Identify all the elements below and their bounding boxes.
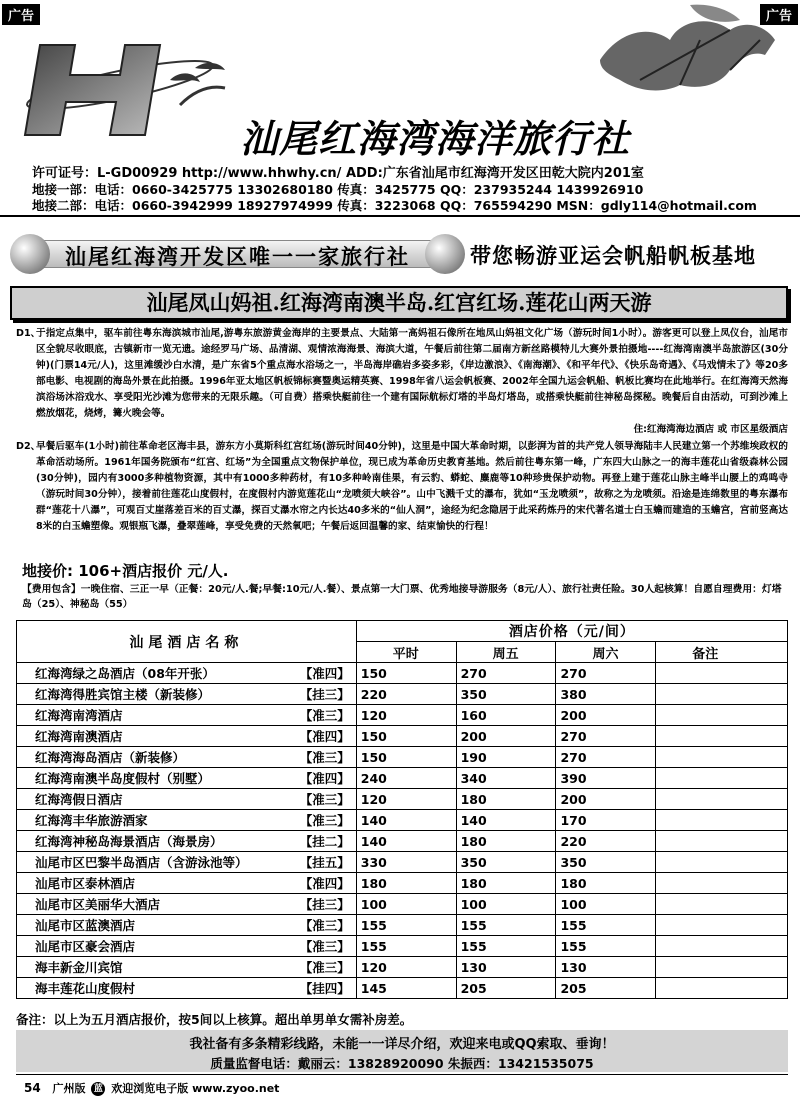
sphere-icon	[10, 234, 50, 274]
hotel-name-cell	[17, 810, 357, 831]
hotel-name: 汕尾市区蓝澳酒店	[35, 918, 136, 933]
note-header: 备注	[656, 642, 788, 663]
branch2-line: 地接二部：电话：0660-3942999 18927974999 传真：3223068 QQ：765594290 MSN：gdly114@hotmail.com	[32, 198, 757, 213]
price-line: 地接价: 106+酒店报价 元/人.	[22, 562, 229, 580]
hotel-name-cell	[17, 768, 357, 789]
saturday-price: 180	[556, 873, 656, 894]
sphere-icon	[425, 234, 465, 274]
weekday-price: 155	[356, 936, 456, 957]
friday-price: 205	[456, 978, 556, 999]
saturday-price: 270	[556, 726, 656, 747]
hotel-grade: 【准三】	[299, 939, 350, 954]
company-title: 汕尾红海湾海洋旅行社	[240, 116, 631, 161]
day1-stay: 住:红海湾海边酒店 或 市区星级酒店	[633, 424, 788, 435]
hotel-name: 红海湾绿之岛酒店（08年开张）	[35, 666, 215, 681]
contact-box	[16, 1030, 788, 1072]
note-cell	[656, 810, 788, 831]
company-logo-icon	[20, 30, 250, 140]
hotel-name: 汕尾市区豪会酒店	[35, 939, 136, 954]
ad-tag-left: 广告	[2, 4, 40, 25]
friday-price: 100	[456, 894, 556, 915]
hotel-grade: 【准四】	[299, 666, 350, 681]
weekday-header: 平时	[356, 642, 456, 663]
hotel-grade: 【准三】	[299, 792, 350, 807]
note-cell	[656, 726, 788, 747]
hotel-name: 红海湾海岛酒店（新装修）	[35, 750, 186, 765]
table-row	[17, 663, 788, 684]
hotel-grade: 【挂三】	[299, 687, 350, 702]
weekday-price: 150	[356, 663, 456, 684]
table-row	[17, 726, 788, 747]
saturday-price: 170	[556, 810, 656, 831]
header	[0, 0, 800, 216]
table-row	[17, 831, 788, 852]
itinerary-day2	[16, 439, 788, 535]
page-number: 54	[24, 1081, 41, 1095]
maple-leaf-icon	[580, 0, 780, 110]
friday-price: 270	[456, 663, 556, 684]
friday-header: 周五	[456, 642, 556, 663]
hotel-grade: 【挂四】	[299, 981, 350, 996]
price-group-header: 酒店价格（元/间）	[356, 621, 787, 642]
hotel-name-cell	[17, 915, 357, 936]
hotel-grade: 【准三】	[299, 918, 350, 933]
ad-tag-right: 广告	[760, 4, 798, 25]
hotel-name-cell	[17, 663, 357, 684]
note-cell	[656, 705, 788, 726]
note-cell	[656, 831, 788, 852]
hotel-name-header: 汕尾酒店名称	[17, 621, 357, 663]
header-divider	[0, 215, 800, 217]
friday-price: 180	[456, 873, 556, 894]
hotel-name-cell	[17, 936, 357, 957]
note-cell	[656, 684, 788, 705]
page-footer	[24, 1080, 279, 1096]
hotel-name: 红海湾丰华旅游酒家	[35, 813, 148, 828]
hotel-name: 红海湾神秘岛海景酒店（海景房）	[35, 834, 223, 849]
note-cell	[656, 768, 788, 789]
hotel-name: 汕尾市区泰林酒店	[35, 876, 136, 891]
note-cell	[656, 747, 788, 768]
saturday-price: 200	[556, 789, 656, 810]
weekday-price: 100	[356, 894, 456, 915]
hotel-name-cell	[17, 894, 357, 915]
day2-text: 早餐后驱车(1小时)前往革命老区海丰县，游东方小莫斯科红宫红场(游玩时间40分钟)，这里是中国大革命时期，以彭湃为首的共产党人领导海陆丰人民建立第一个苏维埃政权的革命活动场所。1961年国务院颁布“红宫、红场”为全国重点文物保护单位，现已成为革命历史教育基地。然后前往粤东第一峰，广东四大山脉之一的海丰莲花山省级森林公园(30分钟)，园内有3000多种植物资源，其中有1000多种药材，有10多种岭南佳果，有云豹、蟒蛇、麋鹿等10种珍贵保护动物。再登上建于莲花山脉主峰半山腰上的鸡鸣寺（游玩时间30分钟），接着前往莲花山度假村，在度假村内游览莲花山“龙喷须大峡谷”。山中飞溅千丈的瀑布，犹如“玉龙喷须”，故称之为龙喷须。沿途是连绵数里的粤东瀑布群“莲花十八瀑”，可观百丈崖落差百米的百丈瀑，探百丈瀑水帘之内长达40多米的“仙人洞”，途经为纪念隐居于此采药炼丹的宋代著名道士白玉蟾而建造的玉蟾宫，宫前竖高达8米的白玉蟾塑像。观银瓶飞瀑，叠翠莲峰，享受免费的天然氧吧；午餐后返回温馨的家、结束愉快的行程！	[36, 441, 788, 532]
contact-line2: 质量监督电话：戴丽云：13828920090 朱振西：13421535075	[210, 1056, 594, 1071]
hotel-grade: 【准三】	[299, 708, 350, 723]
friday-price: 350	[456, 852, 556, 873]
edition-badge: 蓝	[91, 1082, 105, 1096]
weekday-price: 330	[356, 852, 456, 873]
table-row	[17, 768, 788, 789]
table-row	[17, 852, 788, 873]
saturday-price: 100	[556, 894, 656, 915]
hotel-name-cell	[17, 705, 357, 726]
table-row	[17, 789, 788, 810]
hotel-name: 红海湾得胜宾馆主楼（新装修）	[35, 687, 211, 702]
note-cell	[656, 978, 788, 999]
hotel-grade: 【准四】	[299, 771, 350, 786]
saturday-price: 270	[556, 663, 656, 684]
hotel-rows	[17, 663, 788, 999]
hotel-grade: 【准四】	[299, 729, 350, 744]
note-cell	[656, 789, 788, 810]
hotel-grade: 【挂五】	[299, 855, 350, 870]
weekday-price: 150	[356, 726, 456, 747]
hotel-grade: 【准三】	[299, 960, 350, 975]
note-cell	[656, 957, 788, 978]
footer-divider	[16, 1074, 788, 1075]
footer-link-text: 欢迎浏览电子版 www.zyoo.net	[111, 1082, 280, 1095]
note-cell	[656, 663, 788, 684]
hotel-grade: 【挂三】	[299, 897, 350, 912]
weekday-price: 145	[356, 978, 456, 999]
hotel-name: 红海湾南湾酒店	[35, 708, 123, 723]
slogan-left-text: 汕尾红海湾开发区唯一一家旅行社	[65, 245, 410, 269]
weekday-price: 120	[356, 705, 456, 726]
slogan-banner	[10, 234, 465, 274]
note-cell	[656, 936, 788, 957]
hotel-grade: 【准四】	[299, 876, 350, 891]
friday-price: 200	[456, 726, 556, 747]
hotel-name-cell	[17, 789, 357, 810]
saturday-price: 205	[556, 978, 656, 999]
day1-label: D1、	[16, 328, 41, 339]
weekday-price: 140	[356, 810, 456, 831]
weekday-price: 150	[356, 747, 456, 768]
footnote: 备注：以上为五月酒店报价，按5间以上核算。超出单男单女需补房差。	[16, 1012, 413, 1027]
saturday-price: 390	[556, 768, 656, 789]
edition-label: 广州版	[52, 1082, 86, 1095]
table-row	[17, 978, 788, 999]
table-row	[17, 957, 788, 978]
hotel-grade: 【准三】	[299, 750, 350, 765]
weekday-price: 240	[356, 768, 456, 789]
license-line: 许可证号：L-GD00929 http://www.hhwhy.cn/ ADD:广东省汕尾市红海湾开发区田乾大院内201室	[32, 166, 644, 181]
note-cell	[656, 873, 788, 894]
hotel-name-cell	[17, 684, 357, 705]
day1-text: 于指定点集中，驱车前往粤东海滨城市汕尾,游粤东旅游黄金海岸的主要景点、大陆第一高妈祖石像所在地凤山妈祖文化广场（游玩时间1小时）。游客更可以登上凤仪台，汕尾市区全貌尽收眼底，古镇新市一览无遗。途经罗马广场、品清湖、观情浓海海景、海滨大道，午餐后前往第二届南方新丝路模特儿大赛外景拍摄地----红海湾南澳半岛旅游区(30分钟)(门票14元/人)，这里滩缓沙白水清，是广东省5个重点海水浴场之一，半岛海岸礁岩多姿多彩，《岸边激浪》、《南海潮》、《和平年代》、《快乐岛奇遇》、《马戏情未了》等20多部电影、电视剧的海岛外景在此拍摄。1996年亚太地区帆板锦标赛暨奥运精英赛、1998年省八运会帆板赛、2002年全国九运会帆船、帆板比赛均在此地举行。在红海湾天然海滨浴场沐浴戏水、享受阳光沙滩为您带来的无限乐趣。（可自费）搭乘快艇前往一个建有国际航标灯塔的半岛灯塔岛，或搭乘快艇前往神秘岛探秘。晚餐后自由活动，可到沙滩上燃放烟花，烧烤，篝火晚会等。	[36, 328, 788, 419]
friday-price: 180	[456, 831, 556, 852]
saturday-price: 130	[556, 957, 656, 978]
hotel-name: 海丰莲花山度假村	[35, 981, 136, 996]
hotel-grade: 【准三】	[299, 813, 350, 828]
saturday-price: 220	[556, 831, 656, 852]
note-cell	[656, 894, 788, 915]
friday-price: 160	[456, 705, 556, 726]
itinerary-day1	[16, 326, 788, 438]
friday-price: 155	[456, 936, 556, 957]
hotel-name-cell	[17, 831, 357, 852]
fee-line: 【费用包含】一晚住宿、三正一早（正餐：20元/人.餐;早餐:10元/人.餐）、景点第一大门票、优秀地接导游服务（8元/人）、旅行社责任险。30人起核算！自愿自理费用：灯塔岛（25）、神秘岛（55）	[22, 584, 782, 610]
saturday-header: 周六	[556, 642, 656, 663]
hotel-name: 海丰新金川宾馆	[35, 960, 123, 975]
table-row	[17, 936, 788, 957]
weekday-price: 120	[356, 789, 456, 810]
day2-label: D2、	[16, 441, 41, 452]
hotel-name-cell	[17, 852, 357, 873]
weekday-price: 120	[356, 957, 456, 978]
table-row	[17, 747, 788, 768]
hotel-name-cell	[17, 978, 357, 999]
route-title: 汕尾凤山妈祖.红海湾南澳半岛.红宫红场.莲花山两天游	[10, 286, 788, 320]
table-row	[17, 894, 788, 915]
friday-price: 140	[456, 810, 556, 831]
saturday-price: 380	[556, 684, 656, 705]
slogan-right-text: 带您畅游亚运会帆船帆板基地	[470, 244, 756, 268]
table-row	[17, 684, 788, 705]
saturday-price: 350	[556, 852, 656, 873]
saturday-price: 270	[556, 747, 656, 768]
note-cell	[656, 915, 788, 936]
friday-price: 350	[456, 684, 556, 705]
saturday-price: 155	[556, 915, 656, 936]
weekday-price: 220	[356, 684, 456, 705]
friday-price: 130	[456, 957, 556, 978]
table-row	[17, 873, 788, 894]
table-row	[17, 810, 788, 831]
weekday-price: 140	[356, 831, 456, 852]
hotel-price-table	[16, 620, 788, 999]
hotel-name: 汕尾市区巴黎半岛酒店（含游泳池等）	[35, 855, 248, 870]
saturday-price: 155	[556, 936, 656, 957]
branch1-line: 地接一部：电话：0660-3425775 13302680180 传真：3425775 QQ：237935244 1439926910	[32, 182, 644, 197]
hotel-name: 汕尾市区美丽华大酒店	[35, 897, 161, 912]
hotel-name-cell	[17, 957, 357, 978]
contact-line1: 我社备有多条精彩线路，未能一一详尽介绍，欢迎来电或QQ索取、垂询！	[189, 1037, 615, 1052]
friday-price: 190	[456, 747, 556, 768]
friday-price: 340	[456, 768, 556, 789]
hotel-grade: 【挂二】	[299, 834, 350, 849]
weekday-price: 155	[356, 915, 456, 936]
hotel-name: 红海湾南澳酒店	[35, 729, 123, 744]
hotel-name: 红海湾假日酒店	[35, 792, 123, 807]
table-row	[17, 705, 788, 726]
weekday-price: 180	[356, 873, 456, 894]
note-cell	[656, 852, 788, 873]
friday-price: 155	[456, 915, 556, 936]
hotel-name-cell	[17, 726, 357, 747]
hotel-name-cell	[17, 873, 357, 894]
hotel-name-cell	[17, 747, 357, 768]
hotel-name: 红海湾南澳半岛度假村（别墅）	[35, 771, 211, 786]
saturday-price: 200	[556, 705, 656, 726]
table-row	[17, 915, 788, 936]
friday-price: 180	[456, 789, 556, 810]
